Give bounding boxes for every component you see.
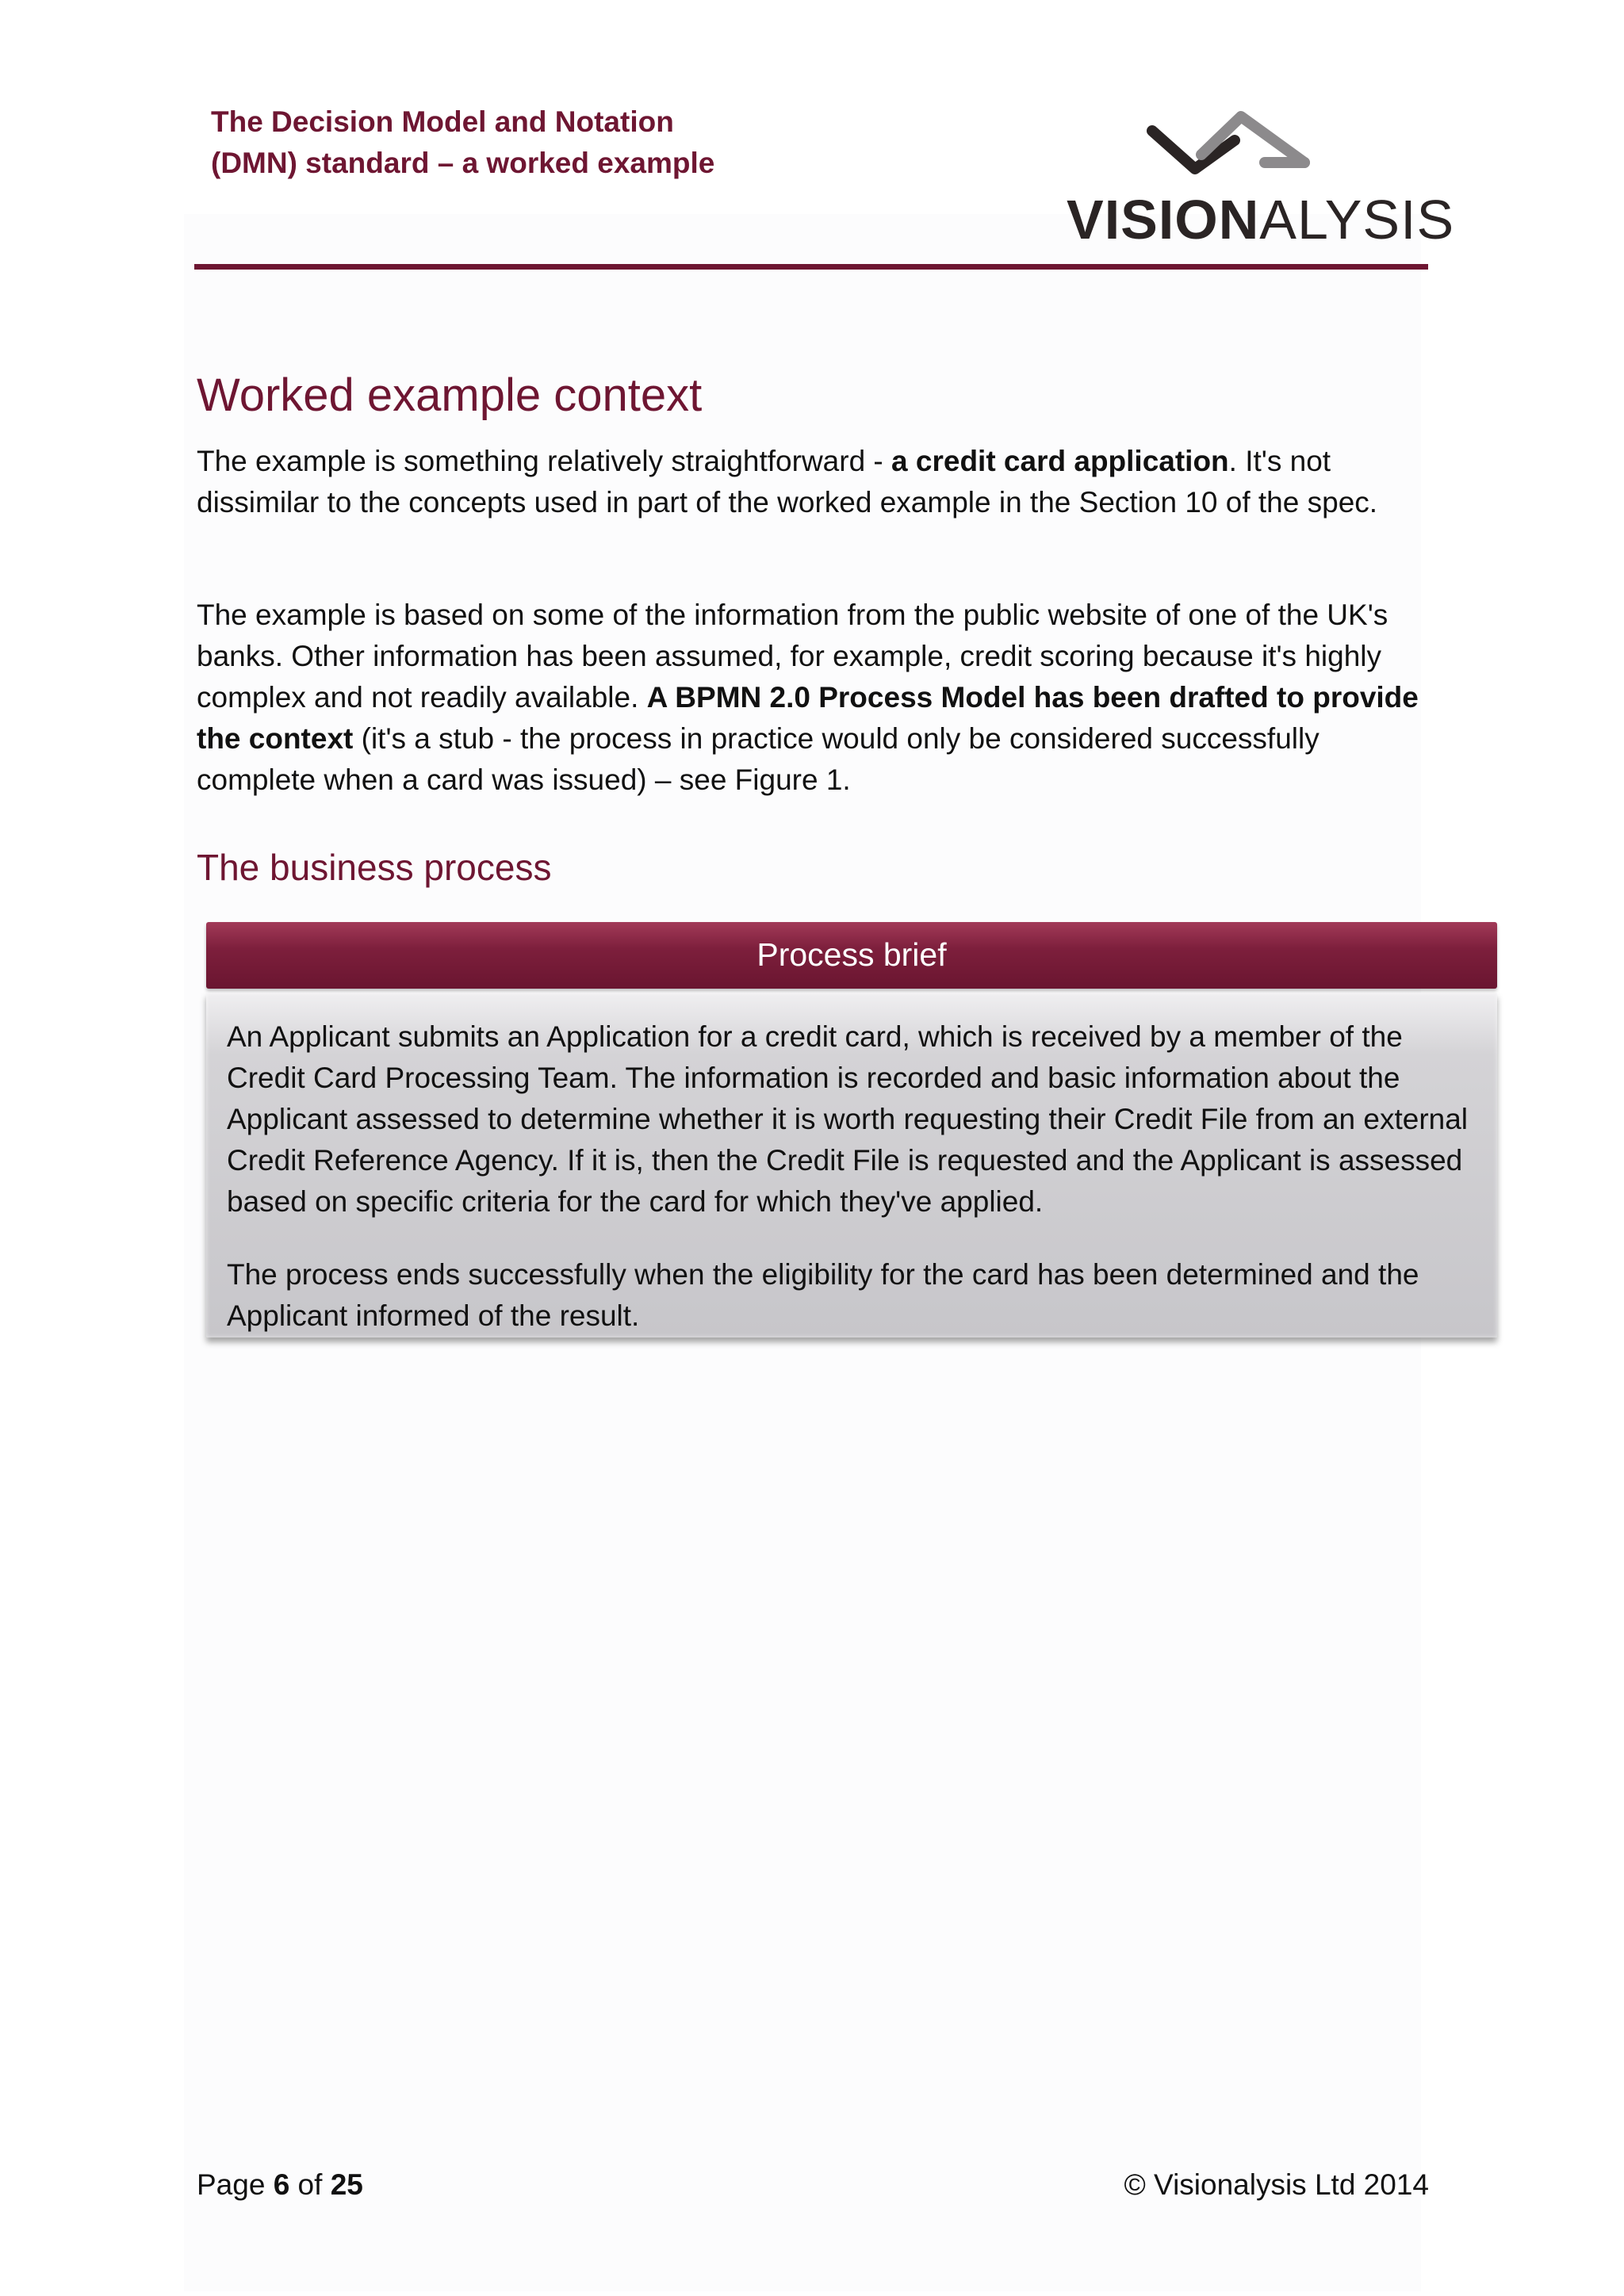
process-brief-paragraph-2: The process ends successfully when the eligibility for the card has been determined and the Applicant informed of the result. (227, 1258, 1419, 1332)
document-title (211, 101, 845, 184)
process-brief-title: Process brief (206, 922, 1497, 989)
page-number-of: of (289, 2168, 331, 2201)
intro-paragraph-1-text-a: The example is something relatively straightforward - (197, 445, 892, 477)
section-heading: Worked example context (197, 369, 703, 421)
process-brief-body (206, 993, 1497, 1337)
page-number (197, 2164, 363, 2206)
document-title-line2: (DMN) standard – a worked example (211, 147, 715, 179)
visionalysis-logo (1067, 99, 1455, 251)
page-number-current: 6 (273, 2168, 290, 2201)
page-number-prefix: Page (197, 2168, 274, 2201)
logo-wordmark-bold: VISION (1067, 189, 1260, 251)
copyright-notice: © Visionalysis Ltd 2014 (1124, 2168, 1429, 2201)
subsection-heading: The business process (197, 847, 552, 888)
intro-paragraph-2-text-b: (it's a stub - the process in practice would only be considered successfully complete when a card was issued) – see Figure 1. (197, 722, 1320, 796)
intro-paragraph-1-bold: a credit card application (891, 445, 1229, 477)
intro-paragraph-1 (197, 441, 1434, 523)
intro-paragraph-2-bold: A BPMN 2.0 Process Model has been drafted to provide the context (197, 681, 1419, 755)
logo-wordmark-regular: ALYSIS (1259, 189, 1455, 251)
process-brief-paragraph-1: An Applicant submits an Application for a credit card, which is received by a member of the Credit Card Processing Team. The information is recorded and basic information about the Applicant assessed to determine whether it is worth requesting their Credit File from an external Credit Reference Agency. If it is, then the Credit File is requested and the Applicant is assessed based on specific criteria for the card for which they've applied. (227, 1020, 1469, 1218)
page-number-total: 25 (330, 2168, 363, 2201)
document-title-line1: The Decision Model and Notation (211, 105, 674, 138)
logo-chevron-icon (1146, 99, 1328, 178)
header-divider (194, 264, 1428, 270)
intro-paragraph-2-text-a: The example is based on some of the information from the public website of one of the UK's banks. Other information has been assumed, for example, credit scoring because it's highly complex and not readily available. (197, 599, 1388, 714)
intro-paragraph-1-text-b: . It's not dissimilar to the concepts used in part of the worked example in the Section 10 of the spec. (197, 445, 1378, 519)
logo-wordmark (1067, 188, 1454, 251)
intro-paragraph-2 (197, 595, 1434, 801)
